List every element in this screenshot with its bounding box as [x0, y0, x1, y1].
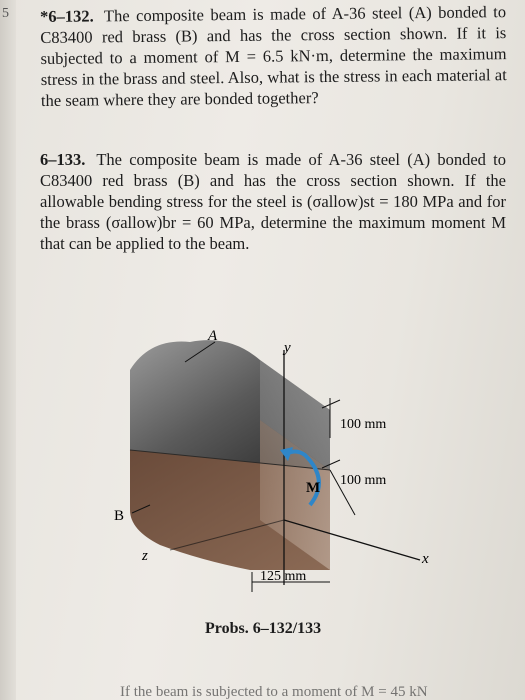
dim-label-width: 125 mm	[260, 569, 307, 584]
figure-caption: Probs. 6–132/133	[205, 620, 322, 637]
label-x: x	[422, 551, 429, 567]
label-z: z	[142, 548, 148, 564]
label-A: A	[208, 328, 218, 344]
label-y: y	[284, 340, 291, 356]
problem-text: The composite beam is made of A-36 steel (A) bonded to C83400 red brass (B) and has the cross section shown. If the allowable bending stress for the steel is (σallow)st = 180 MPa and for the brass (σallow)br = 60 MPa, determine the maximum moment M that can be applied to the beam.	[40, 150, 506, 253]
composite-beam-figure	[90, 320, 510, 620]
dim-label-top: 100 mm	[340, 417, 387, 432]
cutoff-text: If the beam is subjected to a moment of M = 45 kN	[120, 684, 428, 700]
problem-number: 6–133.	[40, 150, 86, 169]
problem-number: *6–132.	[40, 6, 94, 26]
problem-6-133	[40, 149, 506, 254]
label-B: B	[114, 508, 125, 524]
dim-label-bottom: 100 mm	[340, 473, 387, 488]
label-M: M	[306, 480, 321, 496]
page-gutter	[0, 0, 16, 700]
gutter-mark: 5	[2, 6, 9, 21]
problem-6-132	[40, 1, 507, 111]
problem-text: The composite beam is made of A-36 steel (A) bonded to C83400 red brass (B) and has the cross section shown. If it is subjected to a moment of M = 6.5 kN·m, determine the maximum stress in the brass and steel. Also, what is the stress in each material at the seam where they are bonded together?	[40, 2, 507, 110]
